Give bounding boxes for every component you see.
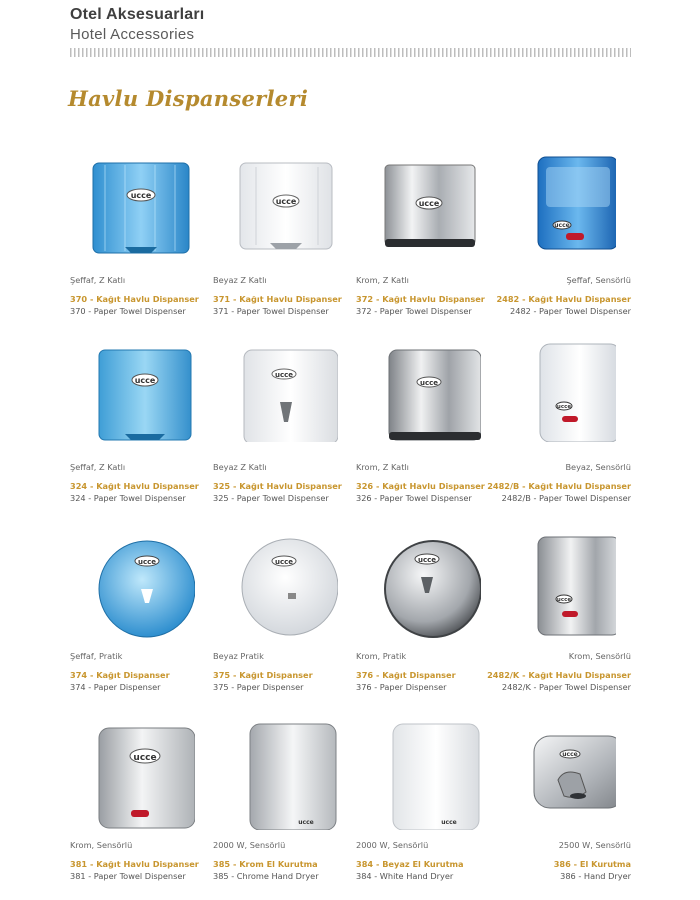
product-card <box>487 342 631 512</box>
product-card <box>491 155 631 325</box>
product-image-white-zfold <box>213 155 353 265</box>
product-variant: Şeffaf, Pratik <box>70 651 123 661</box>
product-image-hand-dryer <box>491 720 631 830</box>
product-code-en: 381 - Paper Towel Dispenser <box>70 871 186 881</box>
product-image-chrome-zfold <box>356 155 496 265</box>
product-variant: Krom, Pratik <box>356 651 407 661</box>
product-card <box>70 342 210 512</box>
svg-text:ucce: ucce <box>274 558 294 566</box>
product-code-tr: 372 - Kağıt Havlu Dispanser <box>356 294 485 304</box>
product-variant: Krom, Sensörlü <box>568 651 631 661</box>
product-variant: 2000 W, Sensörlü <box>356 840 429 850</box>
product-code-en: 372 - Paper Towel Dispenser <box>356 306 472 316</box>
product-code-tr: 375 - Kağıt Dispanser <box>213 670 313 680</box>
product-variant: 2500 W, Sensörlü <box>558 840 631 850</box>
svg-text:ucce: ucce <box>417 556 437 564</box>
product-variant: Şeffaf, Sensörlü <box>566 275 631 285</box>
svg-text:ucce: ucce <box>130 191 152 200</box>
svg-text:ucce: ucce <box>556 597 572 603</box>
svg-text:ucce: ucce <box>134 376 156 385</box>
svg-text:ucce: ucce <box>133 753 157 763</box>
page-subtitle: Hotel Accessories <box>70 26 195 43</box>
product-variant: Krom, Sensörlü <box>70 840 133 850</box>
product-variant: Krom, Z Katlı <box>356 462 409 472</box>
product-variant: 2000 W, Sensörlü <box>213 840 286 850</box>
product-code-tr: 374 - Kağıt Dispanser <box>70 670 170 680</box>
product-code-tr: 324 - Kağıt Havlu Dispanser <box>70 481 199 491</box>
page-header <box>70 6 204 43</box>
product-card <box>70 155 210 325</box>
product-code-tr: 386 - El Kurutma <box>553 859 631 869</box>
product-image-white-round <box>213 531 353 641</box>
product-image-chrome-sensor <box>70 720 210 830</box>
product-card <box>70 720 210 890</box>
product-variant: Şeffaf, Z Katlı <box>70 462 126 472</box>
product-card <box>213 531 353 701</box>
header-divider <box>70 48 631 57</box>
product-variant: Şeffaf, Z Katlı <box>70 275 126 285</box>
product-image-transparent-zfold <box>70 342 210 452</box>
product-image-chrome-zfold <box>356 342 496 452</box>
section-title: Havlu Dispanserleri <box>68 86 309 111</box>
product-variant: Beyaz, Sensörlü <box>565 462 631 472</box>
svg-text:ucce: ucce <box>554 222 570 229</box>
product-image-chrome-hand-dryer <box>213 720 353 830</box>
product-code-tr: 371 - Kağıt Havlu Dispanser <box>213 294 342 304</box>
product-code-en: 326 - Paper Towel Dispenser <box>356 493 472 503</box>
product-image-chrome-round <box>356 531 496 641</box>
product-code-en: 386 - Hand Dryer <box>560 871 631 881</box>
product-code-en: 374 - Paper Dispenser <box>70 682 161 692</box>
product-code-tr: 2482/B - Kağıt Havlu Dispanser <box>487 481 631 491</box>
svg-text:ucce: ucce <box>274 371 294 379</box>
product-code-tr: 376 - Kağıt Dispanser <box>356 670 456 680</box>
svg-text:ucce: ucce <box>418 199 440 208</box>
product-card <box>356 531 496 701</box>
svg-text:ucce: ucce <box>556 404 572 410</box>
product-image-transparent-zfold <box>70 155 210 265</box>
product-card <box>491 720 631 890</box>
product-image-transparent-sensor <box>491 155 631 265</box>
product-card <box>356 155 496 325</box>
svg-text:ucce: ucce <box>419 379 439 387</box>
product-code-en: 325 - Paper Towel Dispenser <box>213 493 329 503</box>
product-code-en: 385 - Chrome Hand Dryer <box>213 871 319 881</box>
page-title: Otel Aksesuarları <box>70 6 205 23</box>
product-code-en: 370 - Paper Towel Dispenser <box>70 306 186 316</box>
product-code-en: 371 - Paper Towel Dispenser <box>213 306 329 316</box>
product-card <box>356 342 496 512</box>
svg-text:ucce: ucce <box>562 751 578 758</box>
product-image-white-zfold <box>213 342 353 452</box>
product-card <box>487 531 631 701</box>
product-code-tr: 370 - Kağıt Havlu Dispanser <box>70 294 199 304</box>
product-code-en: 384 - White Hand Dryer <box>356 871 454 881</box>
product-code-tr: 384 - Beyaz El Kurutma <box>356 859 464 869</box>
product-code-en: 324 - Paper Towel Dispenser <box>70 493 186 503</box>
product-card <box>213 342 353 512</box>
product-code-en: 2482/B - Paper Towel Dispenser <box>501 493 631 503</box>
svg-text:ucce: ucce <box>298 819 314 826</box>
svg-text:ucce: ucce <box>441 819 457 826</box>
product-code-tr: 2482/K - Kağıt Havlu Dispanser <box>487 670 631 680</box>
product-card <box>213 155 353 325</box>
product-card <box>70 531 210 701</box>
product-image-chrome-sensor <box>491 531 631 641</box>
product-code-en: 2482/K - Paper Towel Dispenser <box>501 682 631 692</box>
product-variant: Beyaz Z Katlı <box>213 275 267 285</box>
product-card <box>356 720 496 890</box>
product-card <box>213 720 353 890</box>
product-image-white-sensor <box>491 342 631 452</box>
svg-text:ucce: ucce <box>275 197 297 206</box>
product-code-tr: 326 - Kağıt Havlu Dispanser <box>356 481 485 491</box>
product-code-tr: 385 - Krom El Kurutma <box>213 859 318 869</box>
product-variant: Beyaz Pratik <box>213 651 264 661</box>
product-code-en: 375 - Paper Dispenser <box>213 682 304 692</box>
product-code-en: 2482 - Paper Towel Dispenser <box>510 306 631 316</box>
product-image-transparent-round <box>70 531 210 641</box>
product-variant: Beyaz Z Katlı <box>213 462 267 472</box>
product-image-white-hand-dryer <box>356 720 496 830</box>
product-code-tr: 381 - Kağıt Havlu Dispanser <box>70 859 199 869</box>
product-code-tr: 325 - Kağıt Havlu Dispanser <box>213 481 342 491</box>
product-variant: Krom, Z Katlı <box>356 275 409 285</box>
product-code-tr: 2482 - Kağıt Havlu Dispanser <box>496 294 631 304</box>
svg-text:ucce: ucce <box>137 558 157 566</box>
product-code-en: 376 - Paper Dispenser <box>356 682 447 692</box>
